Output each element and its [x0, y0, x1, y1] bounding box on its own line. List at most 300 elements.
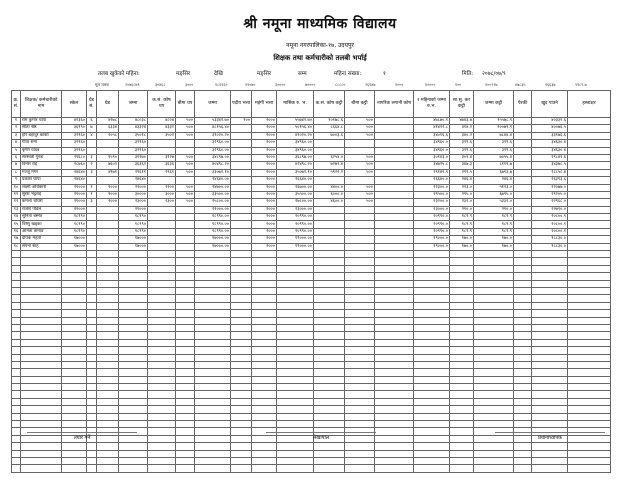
table-cell: २९१४९.९	[414, 169, 450, 176]
table-row	[12, 118, 611, 125]
table-cell	[62, 361, 87, 368]
table-cell	[375, 118, 414, 125]
table-cell	[62, 443, 87, 450]
table-cell	[62, 421, 87, 428]
table-cell: २९१.५	[450, 169, 474, 176]
table-cell	[119, 332, 148, 339]
table-cell: २०८००.१	[532, 221, 568, 228]
table-cell	[277, 265, 314, 272]
table-cell: १	[87, 184, 97, 191]
table-cell	[176, 347, 195, 354]
table-cell	[195, 398, 231, 405]
table-cell: २०९९०.००	[277, 221, 314, 228]
table-cell	[314, 206, 345, 213]
table-cell	[568, 443, 611, 450]
table-cell	[231, 295, 252, 302]
table-cell	[532, 398, 568, 405]
table-cell: २	[87, 162, 97, 169]
table-cell: २२०००	[119, 184, 148, 191]
table-cell: ५००	[345, 132, 375, 139]
table-cell	[414, 421, 450, 428]
table-cell	[231, 435, 252, 442]
table-cell	[21, 369, 62, 376]
table-cell	[277, 251, 314, 258]
table-cell	[97, 310, 119, 317]
table-cell	[314, 339, 345, 346]
table-cell: १७०००	[62, 236, 87, 243]
table-cell: २०००	[252, 177, 277, 184]
blank-row	[12, 384, 611, 391]
table-cell	[514, 295, 532, 302]
table-cell	[375, 243, 414, 250]
table-cell	[514, 191, 532, 198]
table-cell	[375, 273, 414, 280]
table-cell	[176, 228, 195, 235]
table-cell	[414, 280, 450, 287]
table-cell: ५००	[176, 191, 195, 198]
table-cell: १८९९०	[119, 228, 148, 235]
table-cell	[277, 369, 314, 376]
table-cell	[62, 369, 87, 376]
table-cell	[87, 465, 97, 472]
table-cell: २३०००.००	[277, 206, 314, 213]
table-cell	[231, 273, 252, 280]
table-cell	[62, 317, 87, 324]
table-cell	[252, 406, 277, 413]
table-cell	[345, 376, 375, 383]
table-cell: १७०.०	[450, 236, 474, 243]
table-cell	[148, 339, 176, 346]
table-row	[12, 147, 611, 154]
table-cell: ४६००.०	[314, 199, 345, 206]
table-cell	[414, 398, 450, 405]
table-cell: १००	[231, 118, 252, 125]
employee-name-cell: लक्ष्मी अधिकारी	[21, 184, 62, 191]
table-cell	[87, 354, 97, 361]
table-cell	[375, 169, 414, 176]
table-cell	[195, 265, 231, 272]
table-cell	[195, 310, 231, 317]
table-cell	[375, 317, 414, 324]
table-cell	[62, 339, 87, 346]
table-cell: ४२३६०	[62, 118, 87, 125]
table-cell	[12, 273, 21, 280]
table-cell	[62, 465, 87, 472]
table-cell	[12, 302, 21, 309]
table-cell	[514, 324, 532, 331]
table-cell	[97, 258, 119, 265]
table-cell	[414, 310, 450, 317]
table-cell	[345, 214, 375, 221]
column-number: २६१४७	[365, 82, 376, 87]
table-cell: ३६३६	[148, 162, 176, 169]
table-cell	[119, 369, 148, 376]
employee-name-cell: राम कुमार थापा	[21, 118, 62, 125]
table-cell: ४२७८	[97, 118, 119, 125]
table-cell	[231, 450, 252, 457]
blank-row	[12, 354, 611, 361]
table-cell	[532, 369, 568, 376]
table-cell	[568, 398, 611, 405]
blank-row	[12, 347, 611, 354]
table-cell	[12, 361, 21, 368]
table-cell	[87, 228, 97, 235]
table-cell	[12, 251, 21, 258]
table-cell	[450, 384, 474, 391]
table-cell	[568, 243, 611, 250]
table-cell	[474, 273, 514, 280]
table-cell: ३३१७६.६	[532, 132, 568, 139]
table-cell	[474, 332, 514, 339]
table-cell	[21, 384, 62, 391]
table-cell	[532, 258, 568, 265]
table-cell	[97, 147, 119, 154]
table-cell: १४	[12, 214, 21, 221]
table-cell: २०००	[252, 199, 277, 206]
table-cell	[12, 280, 21, 287]
table-cell	[314, 287, 345, 294]
table-cell	[568, 421, 611, 428]
table-cell	[345, 206, 375, 213]
table-cell	[195, 295, 231, 302]
table-cell	[514, 162, 532, 169]
table-cell	[12, 265, 21, 272]
table-cell	[474, 443, 514, 450]
table-cell	[21, 443, 62, 450]
table-cell	[514, 310, 532, 317]
table-cell	[97, 140, 119, 147]
table-cell	[176, 332, 195, 339]
table-cell	[176, 287, 195, 294]
table-cell: ४०४९८.२०	[195, 162, 231, 169]
table-cell	[514, 457, 532, 464]
table-cell	[568, 221, 611, 228]
table-cell	[231, 369, 252, 376]
table-cell	[450, 287, 474, 294]
table-cell: २०००	[252, 162, 277, 169]
employee-name-cell: सरस्वती गुरुङ	[21, 154, 62, 161]
table-cell	[148, 443, 176, 450]
table-cell	[97, 361, 119, 368]
table-row	[12, 177, 611, 184]
table-cell	[450, 413, 474, 420]
table-cell: ८११९.७	[474, 162, 514, 169]
table-cell	[148, 295, 176, 302]
table-cell: ५३३४२.७०	[195, 118, 231, 125]
table-cell	[231, 443, 252, 450]
blank-row	[12, 457, 611, 464]
table-cell	[345, 273, 375, 280]
table-cell	[375, 280, 414, 287]
table-cell: २८८५८.४	[532, 169, 568, 176]
table-cell	[375, 391, 414, 398]
table-cell	[62, 310, 87, 317]
table-cell	[176, 421, 195, 428]
table-cell	[414, 339, 450, 346]
table-cell	[277, 361, 314, 368]
school-name: श्री नमूना माध्यमिक विद्यालय	[243, 16, 397, 32]
table-cell: ३३५००.००	[195, 191, 231, 198]
table-cell: ५५७४२.७०	[277, 118, 314, 125]
table-cell: १९०००.०	[414, 243, 450, 250]
table-cell: २०००	[252, 154, 277, 161]
table-cell	[176, 457, 195, 464]
table-cell: ३२९६०	[62, 147, 87, 154]
table-cell	[314, 258, 345, 265]
table-cell	[87, 243, 97, 250]
table-cell	[450, 361, 474, 368]
table-cell	[375, 140, 414, 147]
table-cell	[345, 147, 375, 154]
table-row	[12, 140, 611, 147]
table-cell	[21, 376, 62, 383]
column-number: ८८८८०	[335, 82, 346, 87]
table-cell	[21, 457, 62, 464]
table-cell	[450, 265, 474, 272]
table-cell	[514, 413, 532, 420]
table-cell: २४६४०	[62, 169, 87, 176]
table-cell: १५	[12, 221, 21, 228]
table-cell: २०००	[252, 140, 277, 147]
table-cell	[12, 384, 21, 391]
table-cell	[97, 457, 119, 464]
table-cell	[514, 384, 532, 391]
table-cell	[532, 280, 568, 287]
column-number: ३०४६८	[155, 82, 166, 87]
table-cell	[568, 147, 611, 154]
employee-name-cell: हरि बहादुर कार्की	[21, 132, 62, 139]
table-cell: २०००	[252, 228, 277, 235]
table-cell	[231, 243, 252, 250]
column-header: पदीय भत्ता	[231, 91, 252, 118]
table-cell	[119, 317, 148, 324]
blank-row	[12, 339, 611, 346]
blank-row	[12, 398, 611, 405]
from-label: देखि	[214, 71, 223, 77]
table-cell	[119, 280, 148, 287]
from-month: मङ्सिर	[176, 71, 191, 77]
table-cell: २५८००.००	[195, 199, 231, 206]
table-cell	[514, 184, 532, 191]
table-cell	[21, 324, 62, 331]
blank-row	[12, 302, 611, 309]
table-cell	[414, 428, 450, 435]
table-cell	[176, 317, 195, 324]
column-header: शिक्षक/ कर्मचारीको नाम	[21, 91, 62, 118]
table-cell	[119, 376, 148, 383]
table-cell	[252, 465, 277, 472]
table-cell	[87, 398, 97, 405]
table-cell	[252, 398, 277, 405]
table-cell	[119, 287, 148, 294]
table-cell: ९०००	[97, 191, 119, 198]
table-cell	[375, 199, 414, 206]
table-cell	[176, 302, 195, 309]
table-cell: ५००	[345, 154, 375, 161]
column-number: ४७८३५	[515, 82, 526, 87]
signature-accountant: लेखापाल	[266, 432, 376, 441]
table-cell	[345, 339, 375, 346]
table-cell	[62, 384, 87, 391]
table-cell: ३२९६०.००	[195, 147, 231, 154]
table-cell	[119, 251, 148, 258]
table-cell	[148, 287, 176, 294]
blank-row	[12, 258, 611, 265]
table-cell	[148, 450, 176, 457]
table-cell	[62, 347, 87, 354]
table-cell: ५००	[176, 162, 195, 169]
table-cell: २४७००.००	[195, 184, 231, 191]
table-cell	[314, 347, 345, 354]
table-cell	[97, 228, 119, 235]
table-cell	[568, 369, 611, 376]
table-cell	[345, 361, 375, 368]
table-cell: १८	[12, 243, 21, 250]
table-cell	[450, 435, 474, 442]
table-cell: २१०००	[62, 191, 87, 198]
table-cell: ४३३२४	[119, 125, 148, 132]
table-cell: २६६४०.०	[414, 177, 450, 184]
table-cell	[176, 177, 195, 184]
table-cell: ३२९.६	[450, 147, 474, 154]
table-cell	[474, 251, 514, 258]
table-cell	[568, 236, 611, 243]
table-cell	[97, 243, 119, 250]
table-cell	[87, 258, 97, 265]
table-cell: १९०००.००	[277, 236, 314, 243]
blank-row	[12, 287, 611, 294]
table-row	[12, 132, 611, 139]
table-cell	[87, 457, 97, 464]
column-header: स्केल	[62, 91, 87, 118]
table-cell	[450, 428, 474, 435]
table-cell: ६७९५.०	[474, 191, 514, 198]
table-cell	[176, 354, 195, 361]
table-cell	[195, 317, 231, 324]
table-cell: २०९९०.०	[414, 214, 450, 221]
table-cell	[568, 184, 611, 191]
table-cell	[375, 177, 414, 184]
table-cell	[21, 295, 62, 302]
table-cell	[345, 287, 375, 294]
table-cell	[414, 258, 450, 265]
table-cell	[314, 421, 345, 428]
table-cell: ५००	[176, 184, 195, 191]
table-cell	[12, 421, 21, 428]
table-cell	[532, 251, 568, 258]
table-cell: ३२९६०	[119, 140, 148, 147]
table-cell: १७०००.००	[195, 243, 231, 250]
table-cell	[314, 398, 345, 405]
table-cell: १८९९०.००	[195, 228, 231, 235]
table-cell	[345, 391, 375, 398]
table-cell: ३२९.६	[450, 140, 474, 147]
table-cell	[345, 228, 375, 235]
table-cell	[12, 324, 21, 331]
table-cell	[148, 435, 176, 442]
table-cell	[314, 354, 345, 361]
table-cell	[277, 421, 314, 428]
table-cell	[345, 280, 375, 287]
table-cell	[12, 258, 21, 265]
table-header-row	[12, 91, 611, 118]
table-cell	[252, 251, 277, 258]
table-cell	[87, 310, 97, 317]
table-cell	[514, 443, 532, 450]
table-cell	[414, 406, 450, 413]
table-cell	[195, 376, 231, 383]
table-cell	[474, 361, 514, 368]
table-cell	[314, 251, 345, 258]
table-cell: ४	[12, 140, 21, 147]
table-cell	[314, 443, 345, 450]
table-cell	[314, 140, 345, 147]
table-cell	[514, 339, 532, 346]
table-cell	[514, 177, 532, 184]
table-cell	[231, 162, 252, 169]
table-cell	[148, 376, 176, 383]
table-row	[12, 184, 611, 191]
table-cell	[450, 273, 474, 280]
table-cell: ३२९.६	[474, 140, 514, 147]
table-cell	[568, 450, 611, 457]
table-cell	[148, 258, 176, 265]
table-cell: १७०.०	[474, 236, 514, 243]
table-cell: ५००	[176, 118, 195, 125]
blank-row	[12, 310, 611, 317]
table-cell	[119, 391, 148, 398]
table-cell	[277, 457, 314, 464]
table-cell	[568, 132, 611, 139]
table-cell	[176, 413, 195, 420]
table-cell: ३४८९७.००	[195, 154, 231, 161]
table-cell	[176, 295, 195, 302]
table-cell	[375, 413, 414, 420]
table-cell	[252, 450, 277, 457]
table-cell	[87, 236, 97, 243]
table-cell	[375, 258, 414, 265]
table-cell	[514, 147, 532, 154]
table-cell	[568, 457, 611, 464]
table-cell: २३००	[148, 199, 176, 206]
table-cell	[119, 354, 148, 361]
table-cell: ३४७.३	[450, 162, 474, 169]
table-cell	[176, 147, 195, 154]
table-cell: ३१२७०	[119, 154, 148, 161]
table-cell	[12, 354, 21, 361]
table-cell: ४८१५६.४०	[195, 125, 231, 132]
month-count-label: महिना संख्या:	[334, 71, 362, 77]
table-cell	[195, 280, 231, 287]
table-cell	[252, 391, 277, 398]
table-cell	[414, 369, 450, 376]
table-cell	[231, 310, 252, 317]
table-cell	[97, 317, 119, 324]
table-cell	[231, 191, 252, 198]
table-cell	[375, 361, 414, 368]
table-cell	[568, 177, 611, 184]
table-cell	[231, 428, 252, 435]
table-cell	[532, 347, 568, 354]
table-cell: २१०००	[62, 206, 87, 213]
table-cell: ८६६४.८	[314, 125, 345, 132]
table-cell	[119, 421, 148, 428]
employee-name-cell: सीता श्रेष्ठ	[21, 125, 62, 132]
table-cell	[375, 354, 414, 361]
table-cell	[375, 450, 414, 457]
column-header: बीमा थप	[176, 91, 195, 118]
table-cell	[474, 295, 514, 302]
